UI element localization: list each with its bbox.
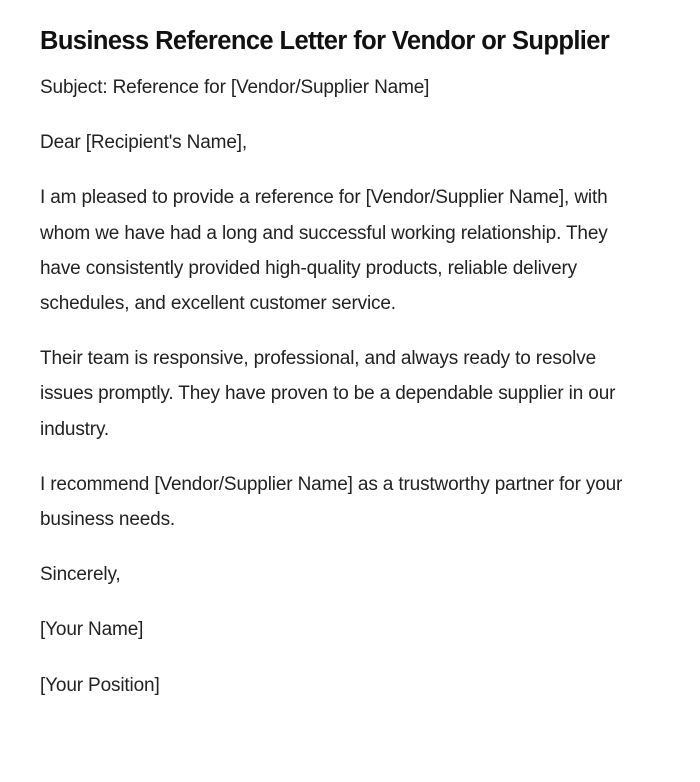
signature-name: [Your Name] [40, 619, 144, 641]
body-paragraph-3: I recommend [Vendor/Supplier Name] as a trustworthy partner for your business needs. [40, 473, 623, 531]
document-title: Business Reference Letter for Vendor or Supplier [40, 27, 610, 55]
closing: Sincerely, [40, 564, 121, 586]
body-paragraph-2: Their team is responsive, professional, and always ready to resolve issues promptly. They have proven to be a dependable supplier in our industry. [40, 348, 616, 440]
body-paragraph-1: I am pleased to provide a reference for [Vendor/Supplier Name], with whom we have had a long and successful working relationship. They have consistently provided high-quality products, reliable delivery schedules, and excellent customer service. [40, 187, 608, 315]
subject-line: Subject: Reference for [Vendor/Supplier Name] [40, 77, 430, 98]
salutation: Dear [Recipient's Name], [40, 132, 247, 154]
signature-position: [Your Position] [40, 674, 160, 696]
letter-document [40, 24, 650, 723]
